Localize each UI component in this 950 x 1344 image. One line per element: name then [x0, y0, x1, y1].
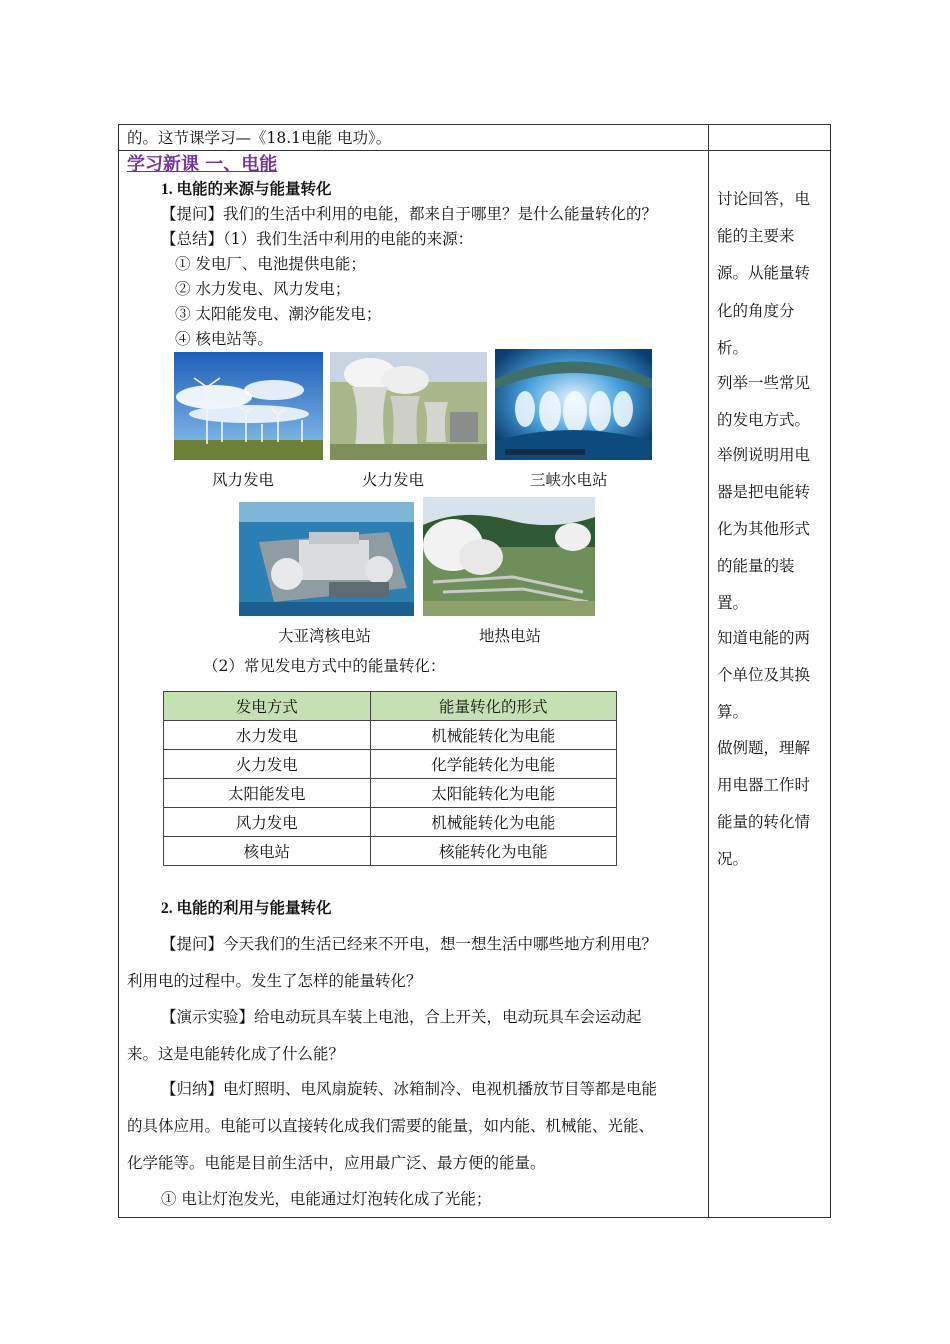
side-note-line: 置。	[717, 594, 749, 612]
photo-caption: 火力发电	[362, 471, 425, 489]
column-divider	[708, 124, 709, 1218]
photo-caption: 风力发电	[212, 471, 275, 489]
side-note-line: 源。从能量转	[717, 264, 811, 282]
body-line: 【提问】今天我们的生活已经来不开电，想一想生活中哪些地方利用电？	[161, 935, 658, 953]
side-note-line: 知道电能的两	[717, 629, 811, 647]
source-item: ③ 太阳能发电、潮汐能发电；	[175, 305, 382, 323]
conversion-intro: （2）常见发电方式中的能量转化：	[203, 657, 446, 675]
side-note-line: 用电器工作时	[717, 776, 811, 794]
table-cell: 火力发电	[164, 750, 371, 779]
table-row	[164, 779, 617, 808]
nuclear-power-photo	[239, 502, 414, 616]
body-line: 利用电的过程中。发生了怎样的能量转化？	[127, 972, 422, 990]
table-header: 发电方式	[164, 692, 371, 721]
side-note-line: 化的角度分	[717, 302, 795, 320]
energy-conversion-table	[163, 691, 617, 866]
body-line: ① 电让灯泡发光，电能通过灯泡转化成了光能；	[161, 1190, 492, 1208]
section-heading: 学习新课 一、电能	[127, 154, 278, 175]
source-item: ② 水力发电、风力发电；	[175, 280, 351, 298]
top-line-text: 的。这节课学习—《18.1电能 电功》。	[127, 129, 392, 147]
side-note-line: 器是把电能转	[717, 483, 811, 501]
side-note-line: 能的主要来	[717, 227, 795, 245]
subsection-2-title: 2. 电能的利用与能量转化	[161, 900, 332, 917]
side-note-line: 的能量的装	[717, 557, 795, 575]
table-cell: 水力发电	[164, 721, 371, 750]
question-text: 【提问】我们的生活中利用的电能，都来自于哪里？是什么能量转化的？	[161, 205, 658, 223]
source-item: ① 发电厂、电池提供电能；	[175, 255, 366, 273]
table-cell: 机械能转化为电能	[370, 808, 616, 837]
body-line: 来。这是电能转化成了什么能？	[127, 1045, 345, 1063]
table-cell: 太阳能发电	[164, 779, 371, 808]
side-note-line: 列举一些常见	[717, 374, 811, 392]
body-line: 的具体应用。电能可以直接转化成我们需要的能量，如内能、机械能、光能、	[127, 1117, 655, 1135]
thermal-power-photo	[330, 352, 487, 460]
side-note-line: 算。	[717, 703, 749, 721]
body-line: 【归纳】电灯照明、电风扇旋转、冰箱制冷、电视机播放节目等都是电能	[161, 1080, 658, 1098]
side-note-line: 析。	[717, 339, 749, 357]
row-divider	[118, 150, 831, 151]
side-note-line: 讨论回答，电	[717, 190, 811, 208]
table-row	[164, 837, 617, 866]
body-line: 化学能等。电能是目前生活中，应用最广泛、最方便的能量。	[127, 1154, 546, 1172]
side-note-line: 能量的转化情	[717, 813, 811, 831]
side-note-line: 个单位及其换	[717, 666, 811, 684]
body-line: 【演示实验】给电动玩具车装上电池，合上开关，电动玩具车会运动起	[161, 1008, 642, 1026]
table-header-row	[164, 692, 617, 721]
table-header: 能量转化的形式	[370, 692, 616, 721]
side-note-line: 化为其他形式	[717, 520, 811, 538]
geothermal-power-photo	[423, 497, 595, 616]
source-item: ④ 核电站等。	[175, 330, 273, 348]
summary-text: 【总结】（1）我们生活中利用的电能的来源：	[161, 230, 474, 248]
table-cell: 化学能转化为电能	[370, 750, 616, 779]
table-cell: 机械能转化为电能	[370, 721, 616, 750]
photo-caption: 三峡水电站	[530, 471, 608, 489]
table-row	[164, 808, 617, 837]
table-cell: 太阳能转化为电能	[370, 779, 616, 808]
side-note-line: 做例题，理解	[717, 739, 811, 757]
wind-power-photo	[174, 352, 323, 460]
table-row	[164, 721, 617, 750]
photo-caption: 大亚湾核电站	[278, 627, 372, 645]
table-row	[164, 750, 617, 779]
table-cell: 风力发电	[164, 808, 371, 837]
side-note-line: 的发电方式。	[717, 411, 811, 429]
subsection-1-title: 1. 电能的来源与能量转化	[161, 181, 332, 198]
hydro-dam-photo	[495, 349, 652, 460]
side-note-line: 举例说明用电	[717, 446, 811, 464]
table-cell: 核电站	[164, 837, 371, 866]
side-note-line: 况。	[717, 850, 749, 868]
photo-caption: 地热电站	[479, 627, 542, 645]
table-cell: 核能转化为电能	[370, 837, 616, 866]
